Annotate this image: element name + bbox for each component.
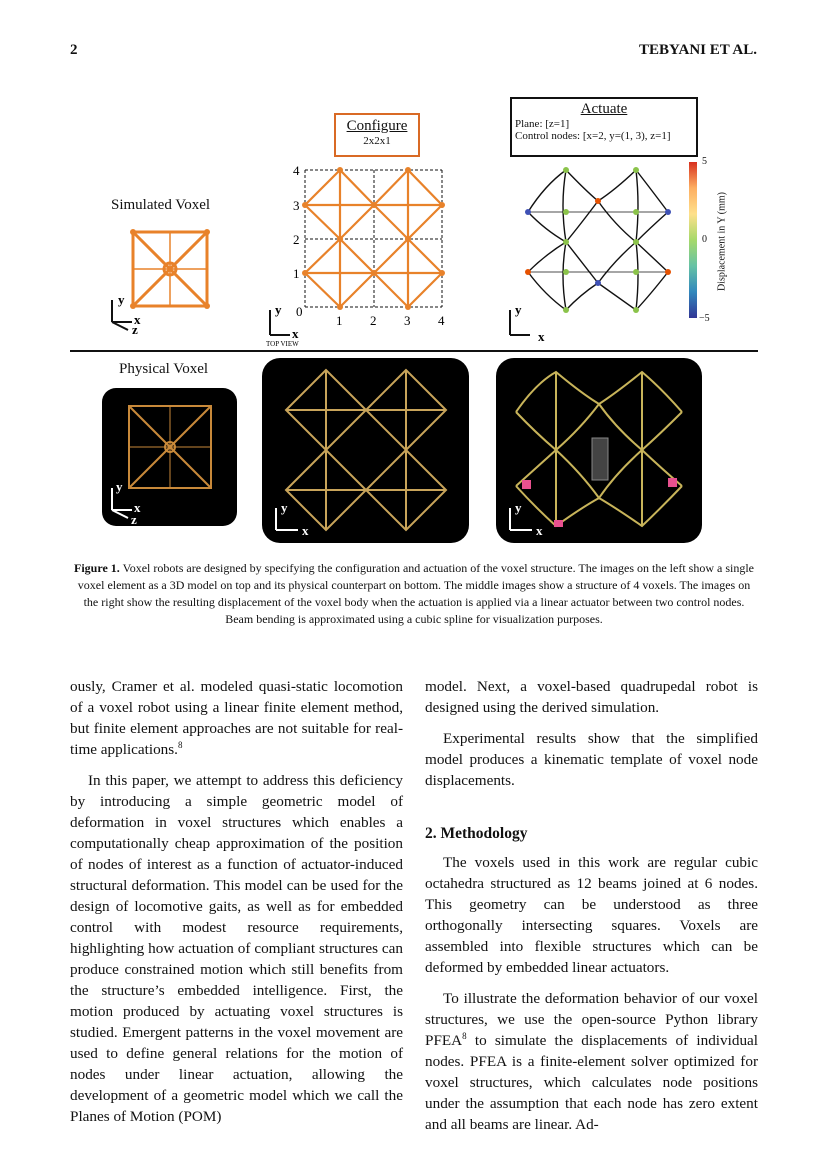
- svg-text:y: y: [515, 500, 522, 515]
- body-left-column: [70, 676, 403, 1137]
- section-heading: 2. Methodology: [425, 825, 528, 842]
- figure-divider: [70, 350, 758, 352]
- left-footnote-ref: 8: [177, 739, 183, 750]
- svg-text:x: x: [292, 326, 299, 341]
- right-paragraph-3: The voxels used in this work are regular cubic octahedra structured as 12 beams joined at 6 nodes. This geometry can be understood as three orthogonally intersecting squares. Voxels are assembled into flexible structures which can be deformed by embedded linear actuators.: [425, 854, 758, 976]
- svg-text:x: x: [536, 523, 543, 538]
- page-number: 2: [70, 42, 78, 58]
- svg-text:4: 4: [438, 313, 445, 328]
- actuate-control-nodes: Control nodes: [x=2, y=(1, 3), z=1]: [515, 130, 671, 142]
- colorbar-mid: 0: [702, 234, 707, 245]
- actuate-deformed-structure: [500, 160, 700, 345]
- xyz-axis-icon: [104, 292, 149, 334]
- right-paragraph-2: Experimental results show that the simplified model produces a kinematic template of voxel node displacements.: [425, 730, 758, 789]
- svg-text:x: x: [538, 329, 545, 344]
- svg-text:x: x: [134, 312, 141, 327]
- body-right-column: [425, 676, 758, 1145]
- svg-text:2: 2: [293, 232, 300, 247]
- svg-text:3: 3: [404, 313, 411, 328]
- simulated-voxel-label: Simulated Voxel: [111, 197, 211, 213]
- configure-subtitle: 2x2x1: [363, 135, 391, 147]
- svg-text:x: x: [302, 523, 309, 538]
- svg-text:y: y: [116, 479, 123, 494]
- running-header: TEBYANI ET AL.: [639, 42, 757, 58]
- configure-title: Configure: [346, 118, 408, 134]
- svg-text:y: y: [515, 302, 522, 317]
- colorbar: [689, 162, 697, 318]
- svg-text:z: z: [132, 322, 138, 334]
- right-footnote-ref: 8: [462, 1030, 467, 1041]
- svg-text:1: 1: [293, 266, 300, 281]
- configure-box: [334, 113, 420, 157]
- figure-caption: [70, 560, 758, 628]
- svg-text:TOP VIEW: TOP VIEW: [266, 340, 299, 348]
- svg-text:1: 1: [336, 313, 343, 328]
- caption-label: Figure 1.: [74, 561, 120, 575]
- svg-text:0: 0: [296, 304, 303, 319]
- left-paragraph-2: In this paper, we attempt to address this deficiency by introducing a simple geometric model of deformation in voxel structures which enables a computationally cheap approximation of the position of nodes of interest as a function of actuator-induced structural deformation. This model can be used for the design of locomotive gaits, as well as for embedded control with modest resource requirements, highlighting how actuation of compliant structures can produce constrained motion which still benefits from the structure’s embedded intelligence. First, the motion produced by actuating voxel structures is studied. Emergent patterns in the voxel movement are used to define general relations for the motion of nodes under linear actuation, allowing the development of a geometric model which we call the Planes of Motion (POM): [70, 772, 403, 1125]
- configure-grid: [260, 160, 460, 350]
- physical-configure-photo: [262, 358, 469, 543]
- svg-text:x: x: [134, 500, 141, 515]
- right-paragraph-4: To illustrate the deformation behavior of our voxel structures, we use the open-source Python library PFEA$^8$ to simulate the displacements of individual nodes. PFEA is a finite-element solver optimized for voxel structures, which calculates node positions under the assumption that each node has zero extent and all beams are linear. Ad-: [425, 990, 758, 1133]
- caption-text: Voxel robots are designed by specifying the configuration and actuation of the voxel structure. The images on the left show a single voxel element as a 3D model on top and its physical counterpart on bottom. The middle images show a structure of 4 voxels. The images on the right show the resulting displacement of the voxel body when the actuation is applied via a linear actuator between two control nodes. Beam bending is approximated using a cubic spline for visualization purposes.: [77, 561, 754, 626]
- colorbar-label: Displacement in Y (mm): [716, 192, 728, 291]
- physical-voxel-photo: [102, 388, 237, 526]
- svg-text:4: 4: [293, 163, 300, 178]
- svg-text:2: 2: [370, 313, 377, 328]
- svg-text:3: 3: [293, 198, 300, 213]
- physical-actuate-photo: [496, 358, 702, 543]
- actuate-plane: Plane: [z=1]: [515, 118, 570, 130]
- svg-text:z: z: [131, 512, 137, 526]
- right-paragraph-1: model. Next, a voxel-based quadrupedal robot is designed using the derived simulation.: [425, 678, 758, 716]
- colorbar-min: −5: [699, 313, 710, 324]
- colorbar-max: 5: [702, 156, 707, 167]
- actuate-box: [510, 97, 698, 157]
- svg-text:y: y: [275, 302, 282, 317]
- physical-voxel-label: Physical Voxel: [119, 361, 209, 377]
- svg-text:y: y: [118, 292, 125, 307]
- actuate-title: Actuate: [580, 101, 628, 117]
- svg-text:y: y: [281, 500, 288, 515]
- left-paragraph-1: ously, Cramer et al. modeled quasi-static locomotion of a voxel robot using a linear finite element method, but finite element approaches are not suitable for real-time applications.: [70, 678, 403, 758]
